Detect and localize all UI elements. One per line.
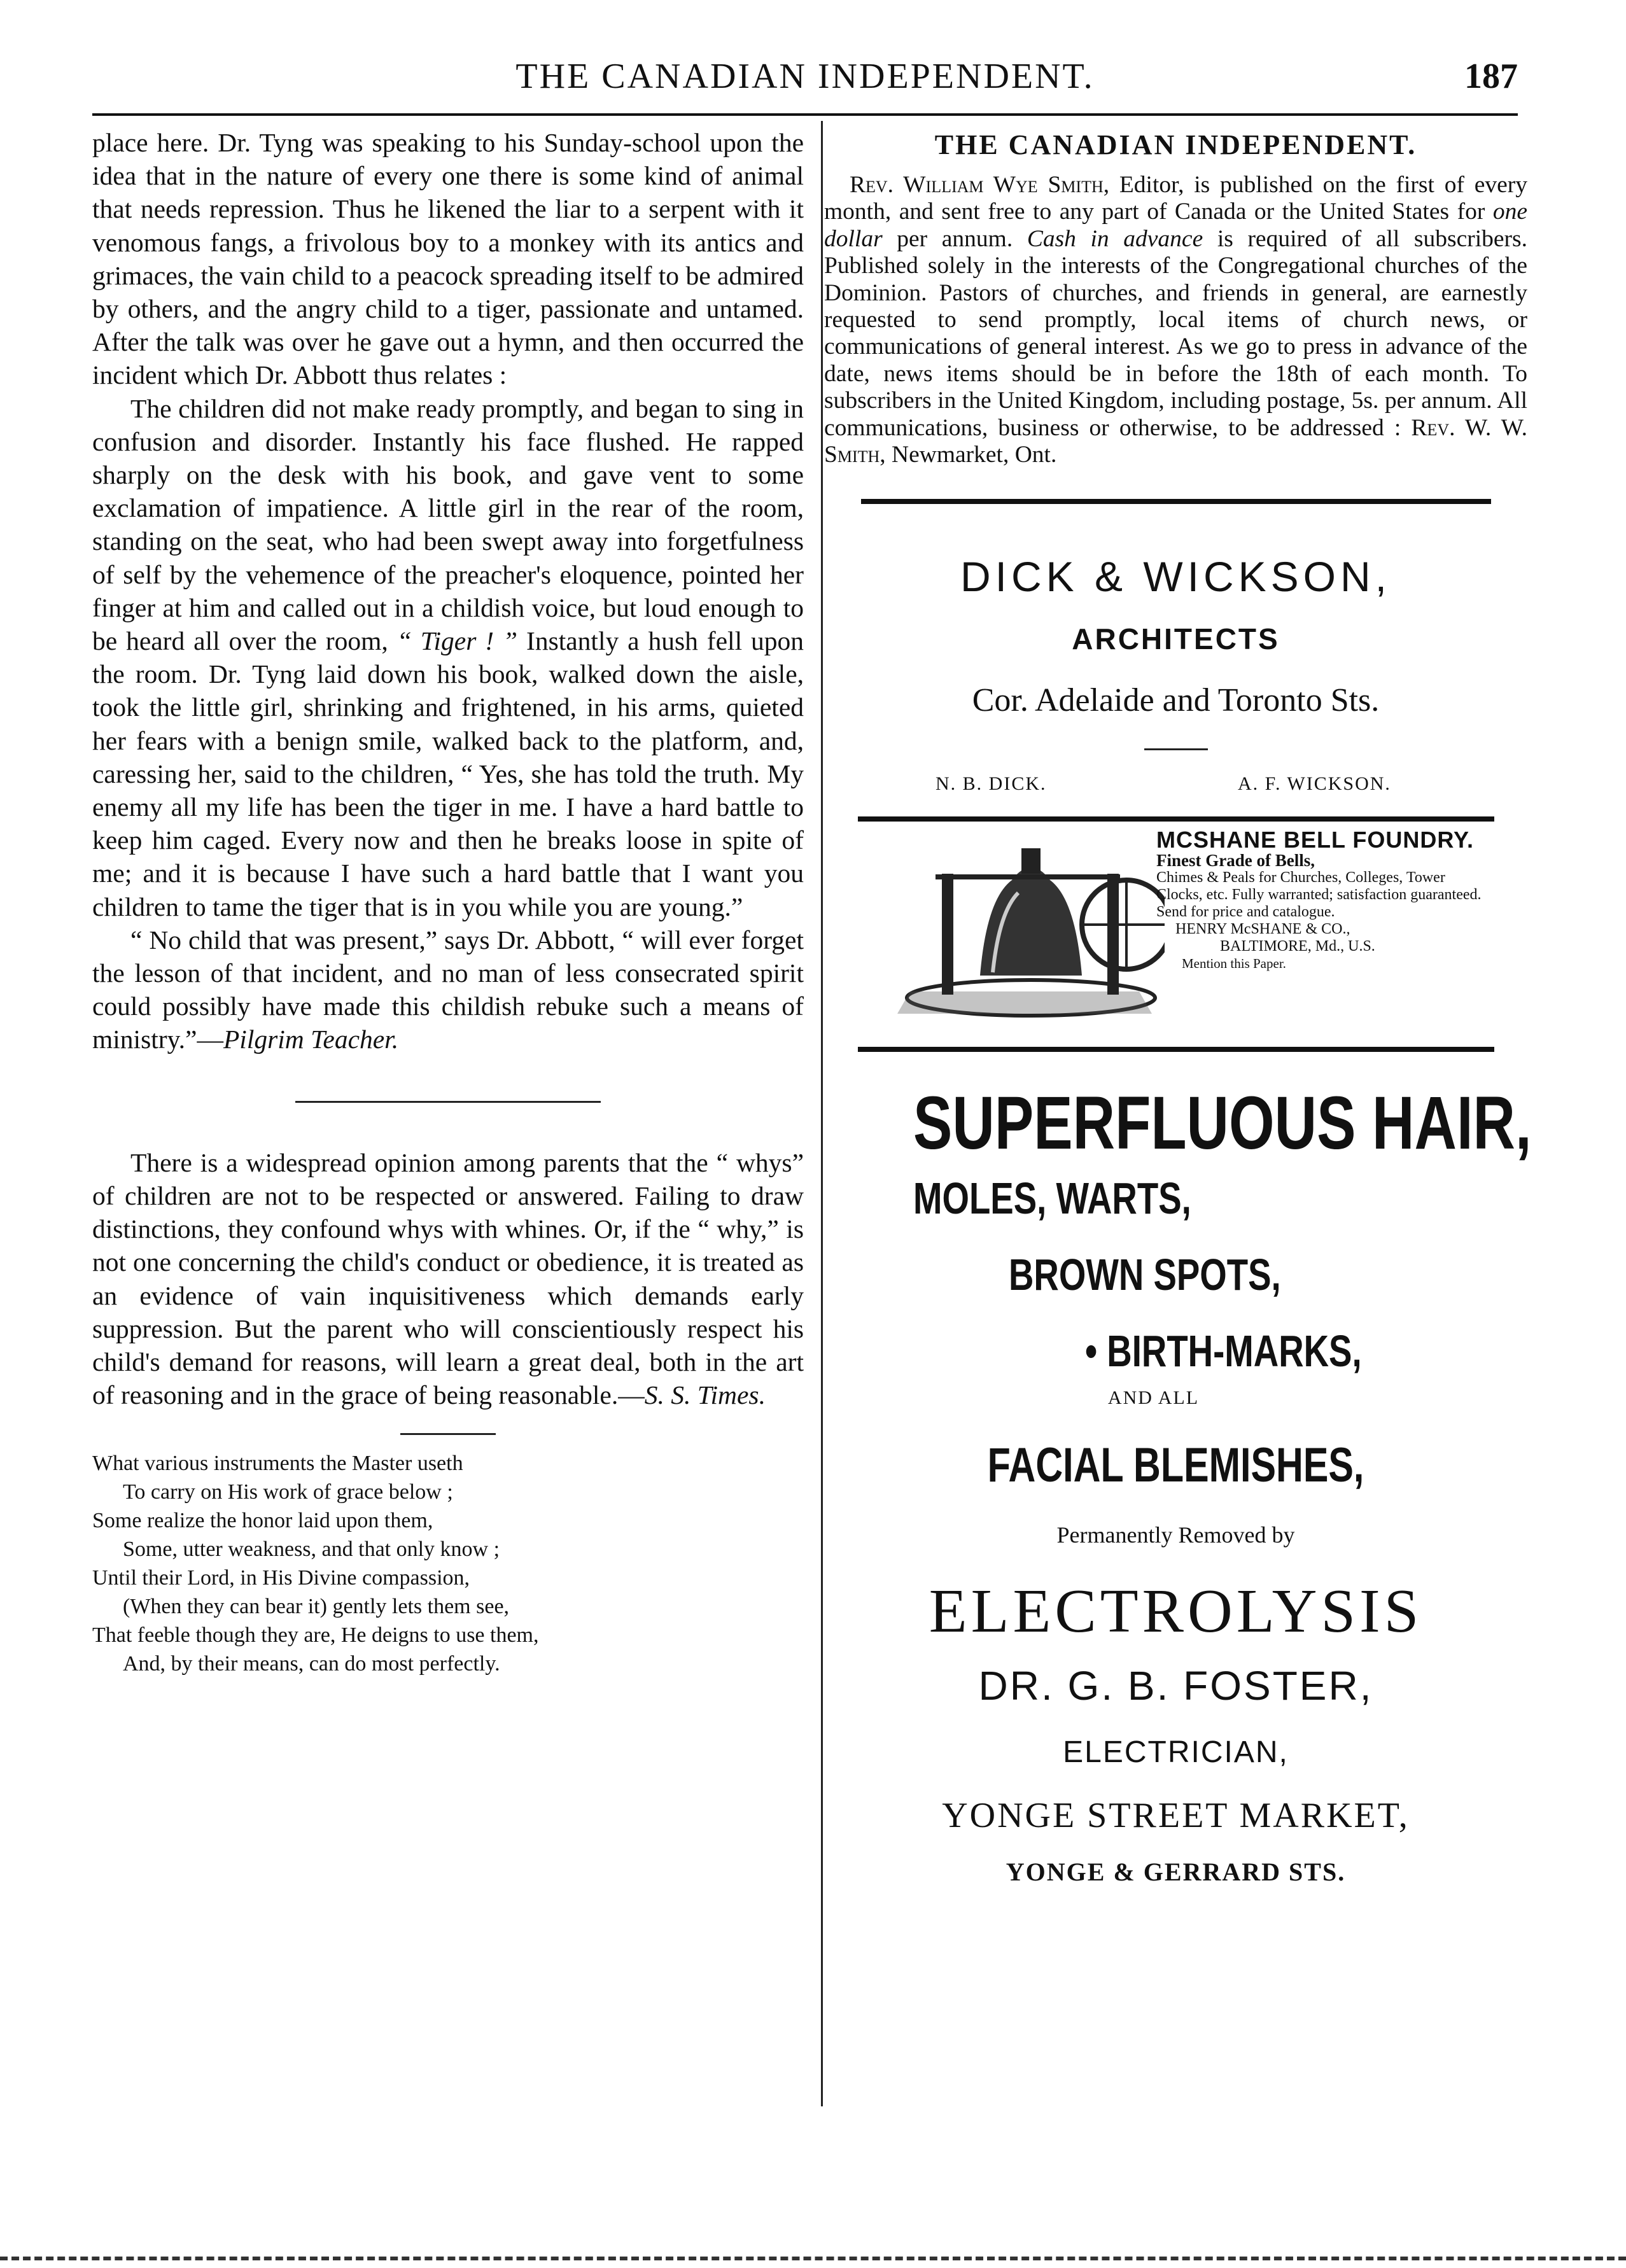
whys-text: There is a widespread opinion among parents that the “ whys” of children are not to be respected or answered. Failing to draw distinctions, they confound whys with whines. Or, if the “ why,” is not one concerning the child's conduct or obedience, it is treated as an evidence of vain inquisitiveness which demands early suppression. But the parent who will conscientiously respect his child's demand for reasons, will learn a great deal, both in the art of reasoning and in the grace of being reasonable.— [92,1147,804,1410]
notice-title: THE CANADIAN INDEPENDENT. [934,129,1417,160]
ad-electrician: ELECTRICIAN, [1063,1735,1289,1770]
poem-line: Some realize the honor laid upon them, [92,1509,433,1533]
ad-doctor-name: DR. G. B. FOSTER, [978,1663,1373,1709]
paragraph-abbott-quote [92,923,804,1056]
left-column [92,126,804,1678]
poem-line: Some, utter weakness, and that only know ; [123,1537,500,1562]
ad-moles-warts: MOLES, WARTS, [913,1173,1191,1224]
bottom-edge-rule [0,2257,1626,2260]
mcshane-title: MCSHANE BELL FOUNDRY. [1156,827,1475,853]
mcshane-body: Chimes & Peals for Churches, Colleges, Tower Clocks, etc. Fully warranted; satisfaction guaranteed. Send for price and catalogue. [1156,869,1482,921]
ad-architects-address: Cor. Adelaide and Toronto Sts. [972,682,1380,719]
ad-partners [824,773,1527,806]
ad-permanently-removed: Permanently Removed by [1056,1522,1295,1548]
ad-birth-marks: • BIRTH-MARKS, [1085,1326,1362,1376]
ad-electrolysis: ELECTROLYSIS [929,1577,1423,1646]
ad-mcshane-bell [824,822,1527,1038]
abbott-quote-text: “ No child that was present,” says Dr. Abbott, “ will ever forget the lesson of that incident, and no man of less consecrated spirit could possibly have made this childish rebuke such a means of ministry.”— [92,925,804,1054]
partner-dick: N. B. DICK. [936,773,1047,795]
poem [92,1449,804,1678]
notice-cash: Cash in advance [1027,225,1203,252]
ad-divider [858,1047,1494,1052]
poem-divider [400,1433,496,1435]
ad-divider [858,816,1494,822]
ad-market: YONGE STREET MARKET, [942,1796,1410,1836]
ad-headline: SUPERFLUOUS HAIR, [913,1081,1532,1166]
page-number: 187 [1464,57,1518,96]
poem-line: To carry on His work of grace below ; [123,1480,453,1504]
notice-text: is required of all subscribers. Published solely in the interests of the Congregational churches of the Dominion. Pastors of churches, and friends in general, are earnestly requested to send promptly, local items of church news, or communications of general interest. As we go to press in advance of the date, news items should be in before the 18th of each month. To subscribers in the United Kingdom, including postage, 5s. per annum. All communications, business or otherwise, to be addressed : [824,225,1527,441]
poem-line: That feeble though they are, He deigns to use them, [92,1623,539,1648]
tiger-story-part2: Instantly a hush fell upon the room. Dr. Tyng laid down his book, walked down the aisle, took the little girl, shrinking and frightened, in his arms, quieted her fears with a benign smile, walked back to the platform, and, caressing her, said to the children, “ Yes, she has told the truth. My enemy all my life has been the tiger in me. I have a hard battle to keep him caged. Every now and then he breaks loose in spite of me; and it is because I have such a hard battle that I want you children to tame the tiger that is in you while you are young.” [92,626,804,921]
column-rule [821,121,823,2106]
header-rule [92,113,1518,116]
publication-notice [824,172,1527,468]
mcshane-mention: Mention this Paper. [1182,956,1286,972]
mcshane-city: BALTIMORE, Md., U.S. [1220,938,1375,955]
paragraph-whys [92,1146,804,1412]
editor-name: Rev. William Wye Smith [850,172,1104,198]
ad-brown-spots: BROWN SPOTS, [1009,1250,1281,1300]
tiger-quote: “ Tiger ! ” [396,626,518,656]
short-rule [1144,748,1208,750]
source-pilgrim-teacher: Pilgrim Teacher. [223,1025,399,1054]
running-header [92,56,1518,106]
bell-illustration [897,829,1165,1020]
ad-line-wrapper [824,1160,1527,1224]
ad-line-wrapper [824,1224,1527,1300]
ad-facial-blemishes: FACIAL BLEMISHES, [987,1438,1364,1493]
mcshane-subtitle: Finest Grade of Bells, [1156,851,1315,871]
ad-dick-wickson-name: DICK & WICKSON, [960,553,1392,601]
poem-line: And, by their means, can do most perfectly. [123,1652,500,1676]
section-divider [295,1101,601,1103]
right-column [824,126,1532,1888]
ad-and-all: AND ALL [1107,1387,1200,1409]
notice-price: one dollar [824,199,1527,252]
poem-line: Until their Lord, in His Divine compassion, [92,1566,470,1590]
notice-text: , Newmarket, Ont. [880,442,1057,468]
mcshane-text [1156,828,1487,972]
notice-text: per annum. [882,225,1027,252]
partner-wickson: A. F. WICKSON. [1238,773,1391,795]
paragraph-tiger-story [92,392,804,923]
poem-line: (When they can bear it) gently lets them see, [123,1595,510,1619]
running-title: THE CANADIAN INDEPENDENT. [515,57,1095,96]
notice-text: , Editor, is published on the first of every month, and sent free to any part of Canada or the United States for [824,172,1527,225]
ad-streets: YONGE & GERRARD STS. [1006,1858,1346,1887]
ad-superfluous-hair [824,1052,1532,1166]
notice-address-name: Rev. W. W. Smith [824,414,1527,468]
source-ss-times: S. S. Times. [644,1380,766,1410]
tiger-story-part1: The children did not make ready promptly, and began to sing in confusion and disorder. Instantly his face flushed. He rapped sharply on the desk with his book, and gave vent to some exclamation of impatience. A little girl in the rear of the room, standing on the seat, who had been swept away into forgetfulness of self by the vehemence of the preacher's eloquence, pointed her finger at him and called out in a childish voice, but loud enough to be heard all over the room, [92,393,804,656]
ad-line-wrapper [824,1300,1527,1376]
paragraph-tyng-intro: place here. Dr. Tyng was speaking to his Sunday-school upon the idea that in the nature of every one there is some kind of animal that needs repression. Thus he likened the liar to a serpent with it venomous fangs, a frivolous boy to a monkey with its antics and grimaces, the vain child to a peacock spreading itself to be admired by others, and the angry child to a tiger, passionate and untamed. After the talk was over he gave out a hymn, and then occurred the incident which Dr. Abbott thus relates : [92,128,804,390]
mcshane-owner: HENRY McSHANE & CO., [1175,921,1350,938]
poem-line: What various instruments the Master useth [92,1452,463,1476]
ad-divider [861,499,1491,504]
ad-architects: ARCHITECTS [1072,622,1280,656]
